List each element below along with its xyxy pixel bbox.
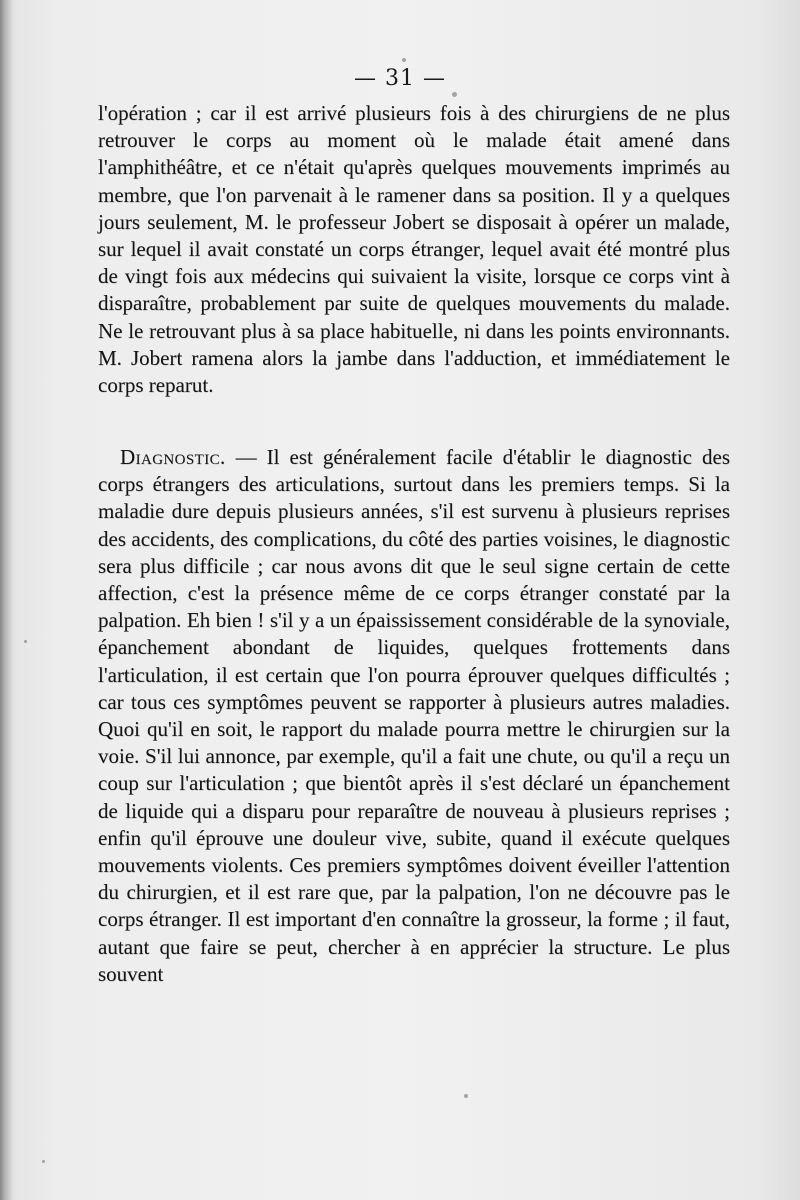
paragraph-text: — Il est généralement facile d'établir le diagnostic des corps étrangers des articulations, surtout dans les premiers temps. Si la maladie dure depuis plusieurs années, s'il est survenu à plusieurs reprises des accidents, des complications, du côté des parties voisines, le diagnostic sera plus difficile ; car nous avons dit que le seul signe certain de cette affection, c'est la présence même de ce corps étranger constaté par la palpation. Eh bien ! s'il y a un épaississement considérable de la synoviale, épanchement abondant de liquides, quelques frottements dans l'articulation, il est certain que l'on pourra éprouver quelques difficultés ; car tous ces symptômes peuvent se rapporter à plusieurs autres maladies. Quoi qu'il en soit, le rapport du malade pourra mettre le chirurgien sur la voie. S'il lui annonce, par exemple, qu'il a fait une chute, ou qu'il a reçu un coup sur l'articulation ; que bientôt après il s'est déclaré un épanchement de liquide qui a disparu pour reparaître de nouveau à plusieurs reprises ; enfin qu'il éprouve une douleur vive, subite, quand il exécute quelques mouvements violents. Ces premiers symptômes doivent éveiller l'attention du chirurgien, et il est rare que, par la palpation, l'on ne découvre pas le corps étranger. Il est important d'en connaître la grosseur, la forme ; il faut, autant que faire se peut, chercher à en apprécier la structure. Le plus souvent [98, 445, 730, 986]
paragraph-diagnostic [98, 444, 730, 988]
bleed-through-text [96, 418, 736, 438]
section-heading-diagnostic: Diagnostic. [120, 445, 226, 469]
ink-speck [42, 1160, 45, 1163]
ink-speck [24, 640, 27, 643]
page-gutter-shadow [0, 0, 12, 1200]
ink-speck [464, 1094, 468, 1098]
page-number: — 31 — [354, 66, 446, 91]
paragraph-operation [98, 100, 730, 399]
ink-speck [402, 58, 406, 62]
ink-speck [452, 92, 457, 97]
paragraph-text: l'opération ; car il est arrivé plusieurs fois à des chirurgiens de ne plus retrouver le corps au moment où le malade était amené dans l'amphithéâtre, et ce n'était qu'après quelques mouvements imprimés au membre, que l'on parvenait à le ramener dans sa position. Il y a quelques jours seulement, M. le professeur Jobert se disposait à opérer un malade, sur lequel il avait constaté un corps étranger, lequel avait été montré plus de vingt fois aux médecins qui suivaient la visite, lorsque ce corps vint à disparaître, probablement par suite de quelques mouvements du malade. Ne le retrouvant plus à sa place habituelle, ni dans les points environnants. M. Jobert ramena alors la jambe dans l'adduction, et immédiatement le corps reparut. [98, 101, 730, 398]
